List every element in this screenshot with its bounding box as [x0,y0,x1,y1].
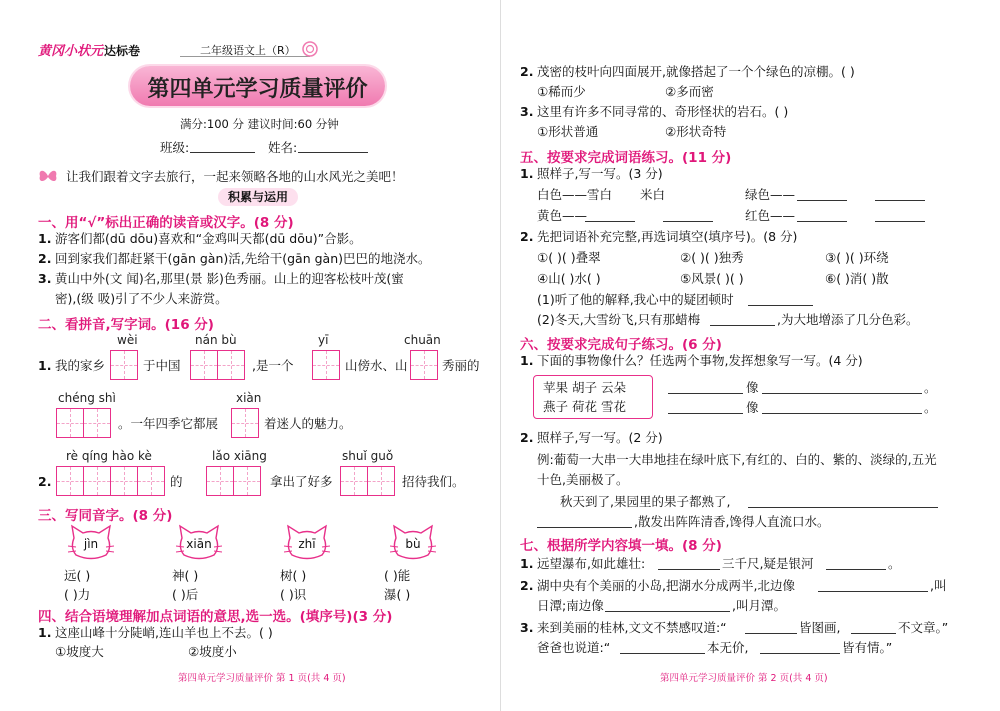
cat-head-icon [390,524,436,562]
section-6-title: 六、按要求完成句子练习。(6 分) [520,337,722,353]
idiom-blank[interactable]: ④山( )水( ) [537,271,601,286]
s7-text: ,叫月潭。 [732,598,786,613]
example-sentence: 例:葡萄一大串一大串地挂在绿叶底下,有红的、白的、紫的、淡绿的,五光 [537,452,937,467]
writing-grid[interactable] [110,350,137,380]
section-2-title: 二、看拼音,写字词。(16 分) [38,317,214,333]
s7-text: 皆图画, [799,620,841,635]
s6-q2: 照样子,写一写。(2 分) [537,430,663,445]
cat-head-icon [68,524,114,562]
answer-line[interactable] [851,621,896,634]
homophone-blank[interactable]: 远( ) [64,568,91,583]
s7-text: 爸爸也说道:“ [537,640,611,655]
example-sentence: 十色,美丽极了。 [537,472,629,487]
practice-sentence: ,散发出阵阵清香,馋得人直流口水。 [634,514,830,529]
footer-left: 第四单元学习质量评价 第 1 页(共 4 页) [178,673,346,684]
s2-text: 秀丽的 [442,358,480,373]
cat-head-icon [176,524,222,562]
idiom-blank[interactable]: ③( )( )环绕 [825,250,889,265]
answer-line[interactable] [748,293,813,306]
pinyin: chéng shì [58,391,116,405]
option[interactable]: ①坡度大 [55,644,104,659]
s1-q3b: 密),(级 吸)引了不少人来游赏。 [55,291,228,306]
grid-cell[interactable] [217,350,245,380]
s2-text: 。一年四季它都展 [118,416,219,431]
answer-line[interactable] [875,188,925,201]
s7-text: 本无价, [707,640,749,655]
s4-q3-num: 3. [520,104,534,119]
pinyin: nán bù [195,333,237,347]
s4-q3: 这里有许多不同寻常的、奇形怪状的岩石。( ) [537,104,789,119]
answer-line[interactable] [826,557,886,570]
grid-cell[interactable] [190,350,218,380]
answer-line[interactable] [620,641,705,654]
s4-q2-num: 2. [520,64,534,79]
cat-pinyin: xiān [186,537,212,551]
page-divider [500,0,501,711]
cat-head-icon [284,524,330,562]
fill-sentence: ,为大地增添了几分色彩。 [777,312,919,327]
pinyin: chuān [404,333,441,347]
homophone-blank[interactable]: ( )力 [64,587,91,602]
idiom-blank[interactable]: ⑥( )消( )散 [825,271,889,286]
period: 。 [888,556,901,571]
exam-info: 满分:100 分 建议时间:60 分钟 [180,117,339,131]
s2-text: 着迷人的魅力。 [264,416,352,431]
grid-cell[interactable] [367,466,395,496]
section-1-title: 一、用“√”标出正确的读音或汉字。(8 分) [38,215,294,231]
writing-grid[interactable] [340,466,394,496]
s1-q3a: 黄山中外(文 闻)名,那里(景 影)色秀丽。山上的迎客松枝叶茂(蜜 [55,271,404,286]
class-label: 班级: [160,140,190,155]
grid-cell[interactable] [56,466,84,496]
s7-q2-num: 2. [520,578,534,593]
word-prompt: 红色—— [745,208,796,223]
s5-q2-num: 2. [520,229,534,244]
s4-q1-num: 1. [38,625,52,640]
homophone-blank[interactable]: ( )后 [172,587,199,602]
section-4-title: 四、结合语境理解加点词语的意思,选一选。(填序号)(3 分) [38,609,393,625]
fill-sentence: (2)冬天,大雪纷飞,只有那蜡梅 [537,312,701,327]
grid-cell[interactable] [83,408,111,438]
fill-sentence: (1)听了他的解释,我心中的疑团顿时 [537,292,734,307]
s7-text: ,叫 [930,578,947,593]
section-5-title: 五、按要求完成词语练习。(11 分) [520,150,732,166]
s7-q3-num: 3. [520,620,534,635]
writing-grid[interactable] [312,350,339,380]
writing-grid[interactable] [410,350,437,380]
idiom-blank[interactable]: ①( )( )叠翠 [537,250,601,265]
page-title: 第四单元学习质量评价 [147,77,368,102]
grid-cell[interactable] [56,408,84,438]
s2-q3-num: 2. [38,474,52,489]
option[interactable]: ①稀而少 [537,84,586,99]
writing-grid[interactable] [231,408,258,438]
idiom-blank[interactable]: ②( )( )独秀 [680,250,744,265]
period: 。 [924,380,937,395]
s1-q1-num: 1. [38,231,52,246]
s2-text: 的 [170,474,183,489]
answer-line[interactable] [875,209,925,222]
pinyin: shuǐ guǒ [342,449,394,463]
grid-cell[interactable] [137,466,165,496]
s7-q1-num: 1. [520,556,534,571]
option[interactable]: ②多而密 [665,84,714,99]
pinyin: wèi [117,333,138,347]
s1-q1: 游客们都(dū dōu)喜欢和“金鸡叫天都(dū dōu)”合影。 [55,231,362,246]
answer-line[interactable] [762,381,922,394]
homophone-blank[interactable]: 神( ) [172,568,199,583]
s1-q3-num: 3. [38,271,52,286]
word-prompt: 绿色—— [745,187,796,202]
homophone-blank[interactable]: ( )识 [280,587,307,602]
s4-q2: 茂密的枝叶向四面展开,就像搭起了一个个绿色的凉棚。( ) [537,64,855,79]
homophone-blank[interactable]: ( )能 [384,568,411,583]
cat-pinyin: zhī [298,537,316,551]
option[interactable]: ①形状普通 [537,124,599,139]
word-box-row: 燕子 荷花 雪花 [543,399,626,414]
s5-q1-num: 1. [520,166,534,181]
s5-q1: 照样子,写一写。(3 分) [537,166,663,181]
name-field[interactable] [298,140,368,153]
answer-line[interactable] [818,579,928,592]
section-tag: 积累与运用 [218,188,298,206]
s2-text: ,是一个 [252,358,294,373]
s2-text: 我的家乡 [55,358,106,373]
cat-pinyin: jìn [83,537,99,551]
writing-grid[interactable] [56,466,164,496]
butterfly-icon [38,168,58,188]
pinyin: yī [318,333,329,347]
idiom-blank[interactable]: ⑤风景( )( ) [680,271,744,286]
answer-line[interactable] [658,557,720,570]
word-box-row: 苹果 胡子 云朵 [543,380,626,395]
answer-line[interactable] [668,401,743,414]
practice-sentence: 秋天到了,果园里的果子都熟了, [560,494,731,509]
name-label: 姓名: [268,140,298,155]
writing-grid[interactable] [206,466,260,496]
answer-line[interactable] [797,209,847,222]
s7-text: 三千尺,疑是银河 [722,556,814,571]
period: 。 [924,400,937,415]
s6-q1: 下面的事物像什么？任选两个事物,发挥想象写一写。(4 分) [537,353,863,368]
s2-text: 山傍水、山 [345,358,408,373]
subject-label: 二年级语文上（R） [200,44,296,57]
grid-cell[interactable] [312,350,340,380]
option[interactable]: ②形状奇特 [665,124,727,139]
s2-text: 拿出了好多 [270,474,333,489]
s2-q1-num: 1. [38,358,52,373]
writing-grid[interactable] [56,408,110,438]
answer-line[interactable] [537,515,632,528]
swirl-icon [300,40,320,62]
answer-line[interactable] [663,209,713,222]
answer-line[interactable] [762,401,922,414]
homophone-blank[interactable]: 树( ) [280,568,307,583]
homophone-blank[interactable]: 瀑( ) [384,587,411,602]
s7-text: 湖中央有个美丽的小岛,把湖水分成两半,北边像 [537,578,795,593]
s1-q2-num: 2. [38,251,52,266]
s7-text: 日潭;南边像 [537,598,604,613]
cat-pinyin: bù [405,537,421,551]
s2-text: 招待我们。 [402,474,465,489]
s7-text: 远望瀑布,如此雄壮: [537,556,646,571]
pinyin: xiàn [236,391,262,405]
word-prompt: 黄色—— [537,208,588,223]
grid-cell[interactable] [110,350,138,380]
answer-line[interactable] [760,641,840,654]
s5-q2: 先把词语补充完整,再选词填空(填序号)。(8 分) [537,229,798,244]
grid-cell[interactable] [233,466,261,496]
s1-q2: 回到家我们都赶紧干(gān gàn)活,先给干(gān gàn)巴巴的地浇水。 [55,251,431,266]
s7-text: 不文章。” [898,620,949,635]
section-7-title: 七、根据所学内容填一填。(8 分) [520,538,722,554]
grid-cell[interactable] [231,408,259,438]
example-word: 米白 [640,187,666,202]
s2-text: 于中国 [143,358,181,373]
pinyin: lǎo xiāng [212,449,267,463]
grid-cell[interactable] [206,466,234,496]
class-field[interactable] [190,140,255,153]
option[interactable]: ②坡度小 [188,644,237,659]
series-label: 达标卷 [104,44,141,58]
like-word: 像 [746,380,759,395]
section-3-title: 三、写同音字。(8 分) [38,508,173,524]
answer-line[interactable] [710,313,775,326]
answer-line[interactable] [745,621,797,634]
grid-cell[interactable] [110,466,138,496]
s6-q2-num: 2. [520,430,534,445]
s4-q1: 这座山峰十分陡峭,连山羊也上不去。( ) [55,625,273,640]
grid-cell[interactable] [410,350,438,380]
answer-line[interactable] [585,209,635,222]
footer-right: 第四单元学习质量评价 第 2 页(共 4 页) [660,673,828,684]
grid-cell[interactable] [340,466,368,496]
answer-line[interactable] [668,381,743,394]
s6-q1-num: 1. [520,353,534,368]
s7-text: 来到美丽的桂林,文文不禁感叹道:“ [537,620,727,635]
answer-line[interactable] [797,188,847,201]
like-word: 像 [746,400,759,415]
brand-logo: 黄冈小状元 [38,44,104,59]
grid-cell[interactable] [83,466,111,496]
intro-text: 让我们跟着文字去旅行，一起来领略各地的山水风光之美吧！ [66,169,404,184]
answer-line[interactable] [605,599,730,612]
writing-grid[interactable] [190,350,244,380]
example-word: 白色——雪白 [537,187,613,202]
answer-line[interactable] [748,495,938,508]
pinyin: rè qíng hào kè [66,449,152,463]
s7-text: 皆有情。” [842,640,893,655]
